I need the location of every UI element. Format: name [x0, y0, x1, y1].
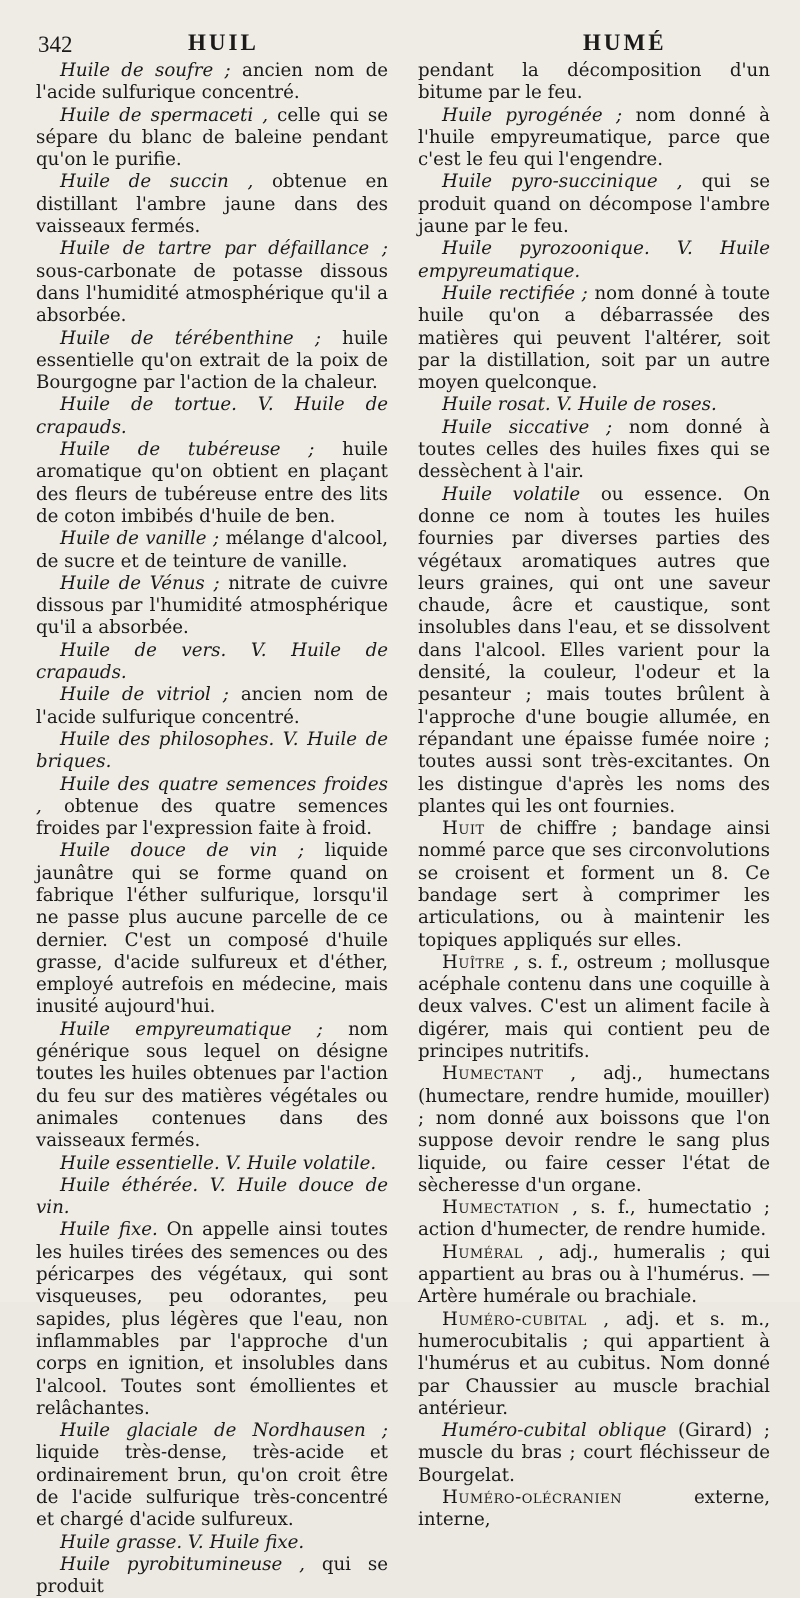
dictionary-entry [418, 238, 770, 283]
entry-definition: nom générique sous lequel on désigne toutes les huiles obtenues par l'action du feu sur des matières végétales ou animales contenues dans des vaisseaux fermés. [36, 1018, 388, 1152]
dictionary-entry [36, 60, 388, 105]
dictionary-entry [36, 1219, 388, 1420]
dictionary-entry [418, 818, 770, 952]
dictionary-entry [36, 729, 388, 774]
entry-definition: ancien nom de l'acide sulfurique concentré. [36, 60, 388, 104]
entry-definition: celle qui se sépare du blanc de baleine pendant qu'on le purifie. [36, 104, 388, 171]
entry-definition: qui se produit quand on décompose l'ambre jaune par le feu. [418, 171, 770, 238]
dictionary-entry [418, 394, 770, 416]
right-column [418, 60, 770, 1532]
entry-definition: (Girard) ; muscle du bras ; court fléchisseur de Bourgelat. [418, 1420, 770, 1486]
entry-headword: Huile pyrogénée ; [442, 104, 623, 126]
entry-headword: Huître , [442, 951, 520, 973]
dictionary-entry [36, 439, 388, 528]
entry-definition: qui se produit [36, 1553, 388, 1598]
dictionary-entry [418, 1197, 770, 1242]
left-column [36, 60, 388, 1598]
dictionary-entry [36, 328, 388, 395]
entry-definition: sous-carbonate de potasse dissous dans l'humidité atmosphérique qu'il a absorbée. [36, 260, 388, 327]
dictionary-entry [418, 171, 770, 238]
dictionary-entry [418, 1063, 770, 1197]
entry-headword: Huile siccative ; [442, 416, 613, 438]
dictionary-entry [36, 1019, 388, 1153]
dictionary-entry [418, 1309, 770, 1420]
entry-headword: Huméro-cubital oblique [442, 1420, 667, 1442]
dictionary-entry [418, 1487, 770, 1532]
entry-definition: liquide très-dense, très-acide et ordinairement brun, qu'on croit être de l'acide sulfurique très-concentré et chargé d'acide sulfureux. [36, 1442, 388, 1531]
entry-headword: Huile essentielle. V. Huile volatile. [60, 1152, 377, 1174]
entry-definition: nom donné à toute huile qu'on a débarrassée des matières qui peuvent l'altérer, soit par la distillation, soit par un autre moyen quelconque. [418, 282, 770, 394]
entry-headword: Huile de spermaceti , [60, 104, 269, 126]
entry-headword: Huile éthérée. V. Huile douce de vin. [36, 1174, 388, 1219]
dictionary-entry [36, 684, 388, 729]
entry-headword: Huile pyrozoonique. V. Huile empyreumatique. [418, 238, 770, 282]
page-header [38, 30, 770, 60]
dictionary-entry [36, 640, 388, 685]
dictionary-entry [36, 840, 388, 1018]
dictionary-entry [36, 1532, 388, 1554]
entry-definition: mélange d'alcool, de sucre et de teinture de vanille. [36, 528, 388, 572]
dictionary-entry [36, 238, 388, 327]
dictionary-entry [418, 60, 770, 105]
entry-definition: de chiffre ; bandage ainsi nommé parce que ses circonvolutions se croisent et forment un 8. Ce bandage sert à comprimer les articulations, ou à maintenir les topiques appliqués sur elles. [418, 818, 770, 951]
dictionary-entry [36, 774, 388, 841]
dictionary-entry [36, 1153, 388, 1175]
entry-headword: Huile de soufre ; [60, 60, 231, 81]
entry-definition: adj. et s. m., humerocubitalis ; qui appartient à l'humérus et au cubitus. Nom donné par Chaussier au muscle brachial antérieur. [418, 1308, 770, 1419]
entry-definition: ancien nom de l'acide sulfurique concentré. [36, 684, 388, 728]
dictionary-entry [36, 394, 388, 439]
dictionary-entry [418, 283, 770, 394]
dictionary-entry [418, 417, 770, 484]
entry-headword: Huile douce de vin ; [60, 840, 305, 862]
entry-headword: Huile de vitriol ; [60, 684, 229, 706]
running-head-left: HUIL [188, 30, 259, 55]
entry-definition: On appelle ainsi toutes les huiles tirées des semences ou des péricarpes des végétaux, qui sont visqueuses, peu odorantes, peu sapides, plus légères que l'eau, non inflammables par l'approche d'un corps en ignition, et insolubles dans l'alcool. Toutes sont émollientes et relâchantes. [36, 1219, 388, 1419]
entry-definition: externe, interne, [418, 1487, 770, 1531]
entry-headword: Huile de térébenthine ; [60, 327, 321, 349]
dictionary-entry [36, 105, 388, 172]
entry-headword: Huile de tubéreuse ; [60, 439, 315, 461]
running-head-right: HUMÉ [583, 30, 667, 55]
entry-definition: s. f., ostreum ; mollusque acéphale contenu dans une coquille à deux valves. C'est un aliment facile à digérer, mais qui contient peu de principes nutritifs. [418, 951, 770, 1063]
entry-definition: huile essentielle qu'on extrait de la poix de Bourgogne par l'action de la chaleur. [36, 327, 388, 394]
entry-headword: Huile de tortue. V. Huile de crapauds. [36, 394, 388, 438]
entry-definition: adj., humeralis ; qui appartient au bras ou à l'humérus. — Artère humérale ou brachiale. [418, 1241, 770, 1308]
dictionary-entry [418, 484, 770, 818]
dictionary-entry [36, 573, 388, 640]
entry-headword: Huile des quatre semences froides , [36, 773, 388, 817]
dictionary-entry [36, 1554, 388, 1598]
entry-headword: Humectant , [442, 1063, 577, 1085]
entry-definition: pendant la décomposition d'un bitume par le feu. [418, 60, 770, 104]
entry-definition: s. f., humectatio ; action d'humecter, de rendre humide. [418, 1197, 770, 1241]
entry-headword: Huméro-olécranien [442, 1487, 622, 1508]
dictionary-entry [36, 171, 388, 238]
entry-headword: Huile de vanille ; [60, 528, 220, 550]
entry-headword: Huile rosat. V. Huile de roses. [442, 394, 717, 416]
entry-headword: Huile de succin , [60, 171, 254, 193]
entry-headword: Huile de Vénus ; [60, 572, 220, 594]
entry-headword: Huile des philosophes. V. Huile de briques. [36, 728, 388, 773]
entry-headword: Huile volatile [442, 483, 581, 505]
dictionary-entry [418, 952, 770, 1063]
entry-headword: Huméro-cubital , [442, 1308, 610, 1330]
entry-definition: liquide jaunâtre qui se forme quand on fabrique l'éther sulfurique, lorsqu'il ne passe plus aucune parcelle de ce dernier. C'est un composé d'huile grasse, d'acide sulfureux et d'éther, employé autrefois en médecine, mais inusité aujourd'hui. [36, 840, 388, 1018]
entry-headword: Huile empyreumatique ; [60, 1018, 323, 1040]
entry-definition: nom donné à toutes celles des huiles fixes qui se dessèchent à l'air. [418, 416, 770, 483]
dictionary-entry [36, 1175, 388, 1220]
entry-definition: obtenue des quatre semences froides par l'expression faite à froid. [36, 795, 388, 840]
entry-definition: adj., humectans (humectare, rendre humide, mouiller) ; nom donné aux boissons que l'on suppose devoir rendre le sang plus liquide, ou faire cesser l'état de sècheresse d'un organe. [418, 1063, 770, 1196]
page-number: 342 [38, 32, 73, 57]
entry-headword: Huile pyrobitumineuse , [60, 1553, 305, 1575]
entry-definition: nitrate de cuivre dissous par l'humidité atmosphérique qu'il a absorbée. [36, 572, 388, 639]
entry-headword: Huméral , [442, 1241, 545, 1263]
entry-headword: Huile grasse. V. Huile fixe. [60, 1531, 305, 1553]
entry-definition: ou essence. On donne ce nom à toutes les huiles fournies par diverses parties des végétaux aromatiques autres que leurs graines, qui ont une saveur chaude, âcre et caustique, sont insolubles dans l'eau, et se dissolvent dans l'alcool. Elles varient pour la densité, la couleur, l'odeur et la pesanteur ; mais toutes brûlent à l'approche d'une bougie allumée, en répandant une épaisse fumée noire ; toutes aussi sont très-excitantes. On les distingue d'après les noms des plantes qui les ont fournies. [418, 483, 770, 817]
entry-definition: huile aromatique qu'on obtient en plaçant des fleurs de tubéreuse entre des lits de coton imbibés d'huile de ben. [36, 439, 388, 527]
dictionary-entry [418, 1420, 770, 1487]
entry-headword: Huile rectifiée ; [442, 282, 588, 304]
entry-headword: Huile pyro-succinique , [442, 171, 683, 193]
dictionary-entry [418, 1242, 770, 1309]
dictionary-entry [36, 1420, 388, 1531]
entry-headword: Humectation , [442, 1197, 579, 1219]
entry-headword: Huile de vers. V. Huile de crapauds. [36, 639, 388, 684]
entry-headword: Huile fixe. [60, 1219, 158, 1241]
dictionary-entry [418, 105, 770, 172]
entry-headword: Huit [442, 818, 485, 840]
dictionary-entry [36, 528, 388, 573]
entry-definition: obtenue en distillant l'ambre jaune dans des vaisseaux fermés. [36, 171, 388, 238]
entry-definition: nom donné à l'huile empyreumatique, parce que c'est le feu qui l'engendre. [418, 104, 770, 171]
entry-headword: Huile de tartre par défaillance ; [60, 238, 388, 260]
entry-headword: Huile glaciale de Nordhausen ; [60, 1420, 388, 1442]
